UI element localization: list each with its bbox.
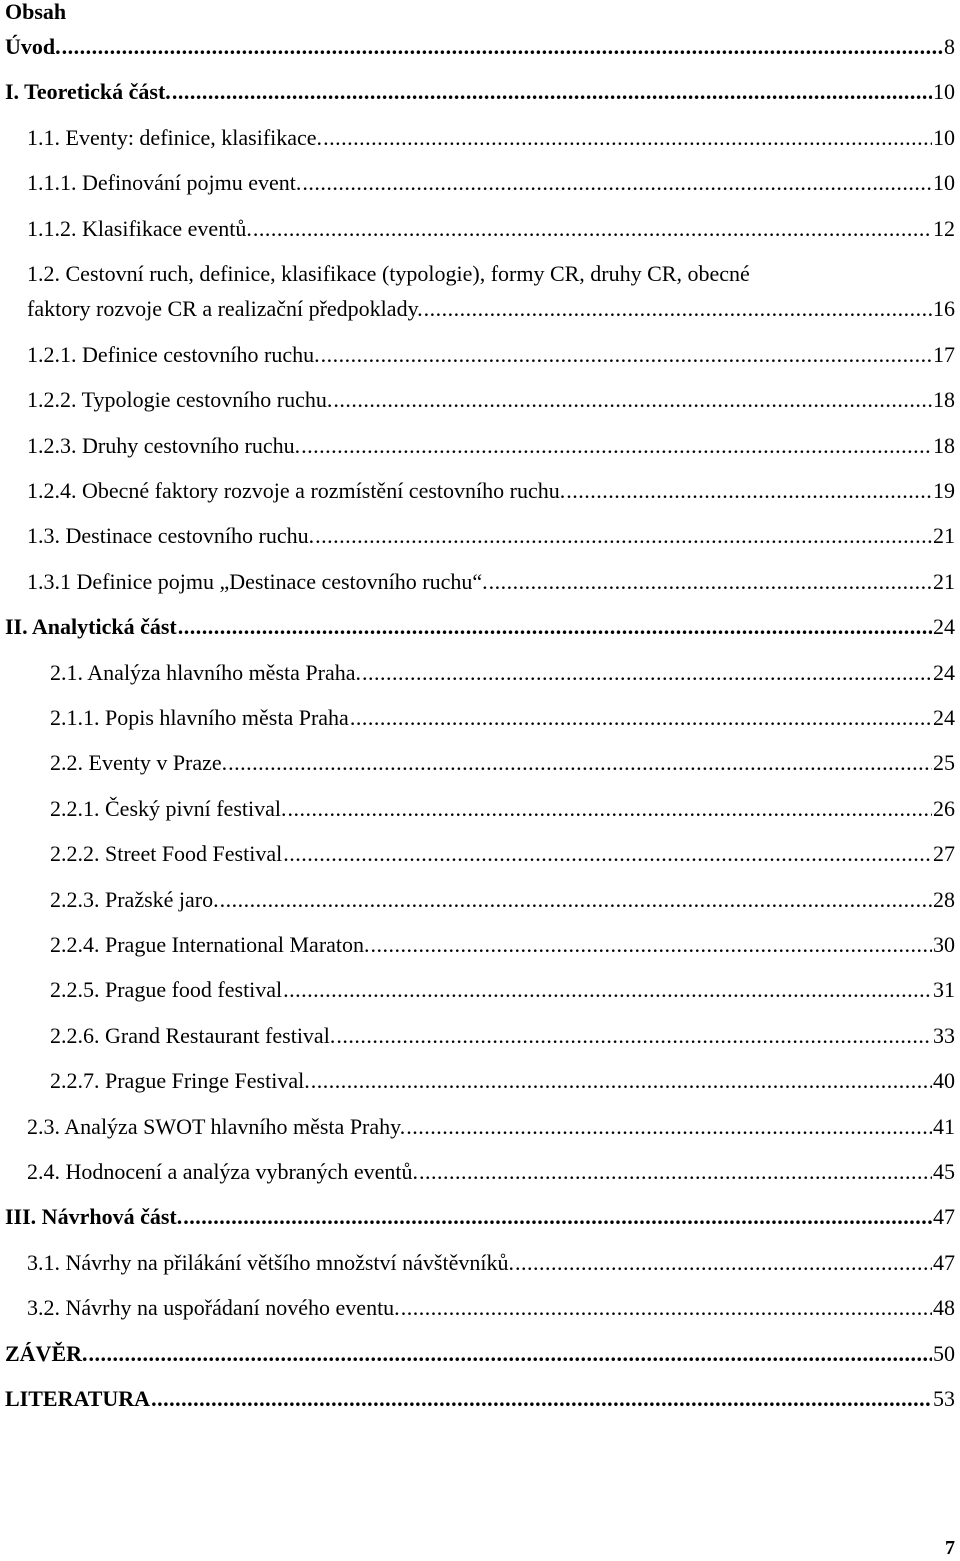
dot-leader bbox=[172, 79, 932, 105]
toc-entry-title: 1.2. Cestovní ruch, definice, klasifikace (typologie), formy CR, druhy CR, obecné bbox=[27, 261, 750, 286]
toc-entry-title: 2.2.2. Street Food Festival bbox=[50, 841, 283, 867]
toc-entry[interactable] bbox=[0, 887, 960, 913]
toc-page-number: 47 bbox=[933, 1249, 955, 1275]
dot-leader bbox=[62, 34, 943, 60]
toc-entry-title: 3.1. Návrhy na přilákání většího množství návštěvníků. bbox=[27, 1249, 514, 1275]
toc-entry-title: 2.2.5. Prague food festival bbox=[50, 977, 283, 1003]
dot-leader bbox=[228, 750, 932, 776]
toc-entry[interactable] bbox=[0, 1250, 960, 1276]
toc-entry[interactable] bbox=[0, 1386, 960, 1412]
toc-entry[interactable] bbox=[0, 79, 960, 105]
dot-leader bbox=[283, 841, 932, 867]
dot-leader bbox=[333, 387, 932, 413]
toc-entry-title: 2.2. Eventy v Praze. bbox=[50, 750, 228, 776]
toc-entry[interactable] bbox=[0, 1341, 960, 1367]
toc-page-number: 50 bbox=[933, 1340, 955, 1366]
dot-leader bbox=[406, 1114, 932, 1140]
toc-page-number: 47 bbox=[933, 1204, 955, 1230]
toc-entry[interactable] bbox=[0, 1159, 960, 1185]
toc-entry[interactable] bbox=[0, 170, 960, 196]
toc-entry-title: 1.2.4. Obecné faktory rozvoje a rozmístění cestovního ruchu. bbox=[27, 478, 566, 503]
dot-leader bbox=[566, 478, 932, 504]
toc-entry[interactable] bbox=[0, 569, 960, 595]
dot-leader bbox=[515, 1250, 932, 1276]
dot-leader bbox=[151, 1386, 932, 1412]
toc-entry-title: 2.2.7. Prague Fringe Festival. bbox=[50, 1068, 310, 1094]
toc-entry[interactable] bbox=[0, 932, 960, 958]
toc-entry[interactable] bbox=[0, 478, 960, 504]
toc-entry-title: 2.2.4. Prague International Maraton. bbox=[50, 932, 370, 957]
toc-entry[interactable] bbox=[0, 387, 960, 413]
toc-entry[interactable] bbox=[0, 433, 960, 459]
toc-entry-title: 2.2.3. Pražské jaro. bbox=[50, 886, 219, 912]
toc-entry-title: II. Analytická část bbox=[5, 614, 177, 640]
toc-page-number: 24 bbox=[933, 659, 955, 685]
toc-entry-title: 2.1. Analýza hlavního města Praha. bbox=[50, 659, 361, 685]
toc-page-number: 17 bbox=[933, 341, 955, 367]
toc-entry[interactable] bbox=[0, 841, 960, 867]
toc-entry-title: 1.2.2. Typologie cestovního ruchu. bbox=[27, 387, 333, 413]
toc-page-number: 28 bbox=[933, 886, 955, 912]
toc-page-number: 19 bbox=[933, 478, 955, 503]
dot-leader bbox=[350, 705, 932, 731]
toc-page-number: 10 bbox=[933, 124, 955, 150]
toc-entry-title: Úvod. bbox=[5, 34, 61, 59]
toc-entry[interactable] bbox=[0, 796, 960, 822]
dot-leader bbox=[362, 660, 932, 686]
toc-entry-title: III. Návrhová část. bbox=[5, 1204, 183, 1230]
toc-page-number: 21 bbox=[933, 568, 955, 594]
toc-entry-title: 1.1. Eventy: definice, klasifikace. bbox=[27, 124, 323, 150]
toc-page-number: 12 bbox=[933, 215, 955, 241]
toc-page-number: 48 bbox=[933, 1295, 955, 1321]
dot-leader bbox=[311, 1068, 932, 1094]
toc-page-number: 31 bbox=[933, 977, 955, 1003]
toc-page-number: 26 bbox=[933, 795, 955, 821]
dot-leader bbox=[489, 569, 932, 595]
toc-entry[interactable] bbox=[0, 1204, 960, 1230]
toc-entry[interactable] bbox=[0, 1068, 960, 1094]
toc-entry-title: I. Teoretická část. bbox=[5, 79, 171, 105]
dot-leader bbox=[371, 932, 932, 958]
dot-leader bbox=[302, 170, 932, 196]
toc-entry-title: 1.3. Destinace cestovního ruchu. bbox=[27, 523, 315, 549]
dot-leader bbox=[419, 1159, 932, 1185]
toc-page-number: 10 bbox=[933, 170, 955, 196]
toc-page-number: 27 bbox=[933, 841, 955, 867]
toc-entry-title: 3.2. Návrhy na uspořádaní nového eventu. bbox=[27, 1295, 400, 1321]
dot-leader bbox=[283, 977, 932, 1003]
toc-page-number: 25 bbox=[933, 750, 955, 776]
toc-page-number: 33 bbox=[933, 1022, 955, 1048]
toc-entry-title: 1.2.1. Definice cestovního ruchu. bbox=[27, 341, 320, 367]
toc-entry[interactable] bbox=[0, 705, 960, 731]
dot-leader bbox=[336, 1023, 932, 1049]
toc-entry-title: faktory rozvoje CR a realizační předpoklady. bbox=[27, 296, 423, 321]
toc-entry[interactable] bbox=[0, 216, 960, 242]
toc-page-number: 16 bbox=[933, 296, 955, 321]
toc-page-number: 40 bbox=[933, 1068, 955, 1094]
dot-leader bbox=[178, 614, 932, 640]
dot-leader bbox=[323, 125, 932, 151]
toc-entry[interactable] bbox=[0, 523, 960, 549]
toc-page-number: 41 bbox=[933, 1113, 955, 1139]
dot-leader bbox=[183, 1204, 932, 1230]
dot-leader bbox=[315, 523, 932, 549]
toc-page-number: 10 bbox=[933, 79, 955, 105]
toc-page-number: 45 bbox=[933, 1159, 955, 1184]
toc-entry[interactable] bbox=[0, 977, 960, 1003]
toc-page-number: 8 bbox=[944, 34, 955, 59]
toc-entry[interactable] bbox=[0, 750, 960, 776]
dot-leader bbox=[301, 433, 932, 459]
toc-page-number: 18 bbox=[933, 432, 955, 458]
dot-leader bbox=[253, 216, 932, 242]
dot-leader bbox=[321, 342, 932, 368]
toc-entry-line bbox=[0, 261, 960, 287]
toc-entry[interactable] bbox=[0, 1023, 960, 1049]
toc-page-number: 30 bbox=[933, 932, 955, 957]
toc-entry[interactable] bbox=[0, 34, 960, 60]
toc-page-number: 18 bbox=[933, 387, 955, 413]
toc-entry[interactable] bbox=[0, 660, 960, 686]
toc-entry-title: 2.2.6. Grand Restaurant festival. bbox=[50, 1022, 336, 1048]
toc-entry[interactable] bbox=[0, 614, 960, 640]
toc-entry-title: 1.1.2. Klasifikace eventů. bbox=[27, 215, 252, 241]
page-title: Obsah bbox=[5, 0, 67, 24]
toc-entry[interactable] bbox=[0, 342, 960, 368]
toc-entry[interactable] bbox=[0, 125, 960, 151]
toc-page-number: 21 bbox=[933, 523, 955, 549]
toc-entry-title: 2.2.1. Český pivní festival. bbox=[50, 795, 287, 821]
toc-page-number: 53 bbox=[933, 1386, 955, 1411]
toc-entry-title: LITERATURA bbox=[5, 1386, 151, 1411]
dot-leader bbox=[424, 296, 932, 322]
toc-entry[interactable] bbox=[0, 1114, 960, 1140]
toc-entry-title: 2.3. Analýza SWOT hlavního města Prahy. bbox=[27, 1113, 406, 1139]
dot-leader bbox=[220, 887, 932, 913]
toc-entry-title: 1.3.1 Definice pojmu „Destinace cestovního ruchu“. bbox=[27, 568, 488, 594]
toc-entry[interactable] bbox=[0, 1295, 960, 1321]
dot-leader bbox=[287, 796, 932, 822]
toc-entry[interactable] bbox=[0, 296, 960, 322]
toc-page-number: 24 bbox=[933, 614, 955, 640]
toc-entry-title: 1.1.1. Definování pojmu event. bbox=[27, 170, 302, 196]
toc-entry-title: 2.4. Hodnocení a analýza vybraných eventů. bbox=[27, 1159, 418, 1184]
toc-entry-title: 1.2.3. Druhy cestovního ruchu. bbox=[27, 432, 301, 458]
dot-leader bbox=[89, 1341, 932, 1367]
toc-page-number: 24 bbox=[933, 705, 955, 730]
toc-entry-title: 2.1.1. Popis hlavního města Praha bbox=[50, 705, 349, 730]
page-number: 7 bbox=[945, 1537, 955, 1559]
dot-leader bbox=[401, 1295, 932, 1321]
toc-entry-title: ZÁVĚR. bbox=[5, 1340, 88, 1366]
